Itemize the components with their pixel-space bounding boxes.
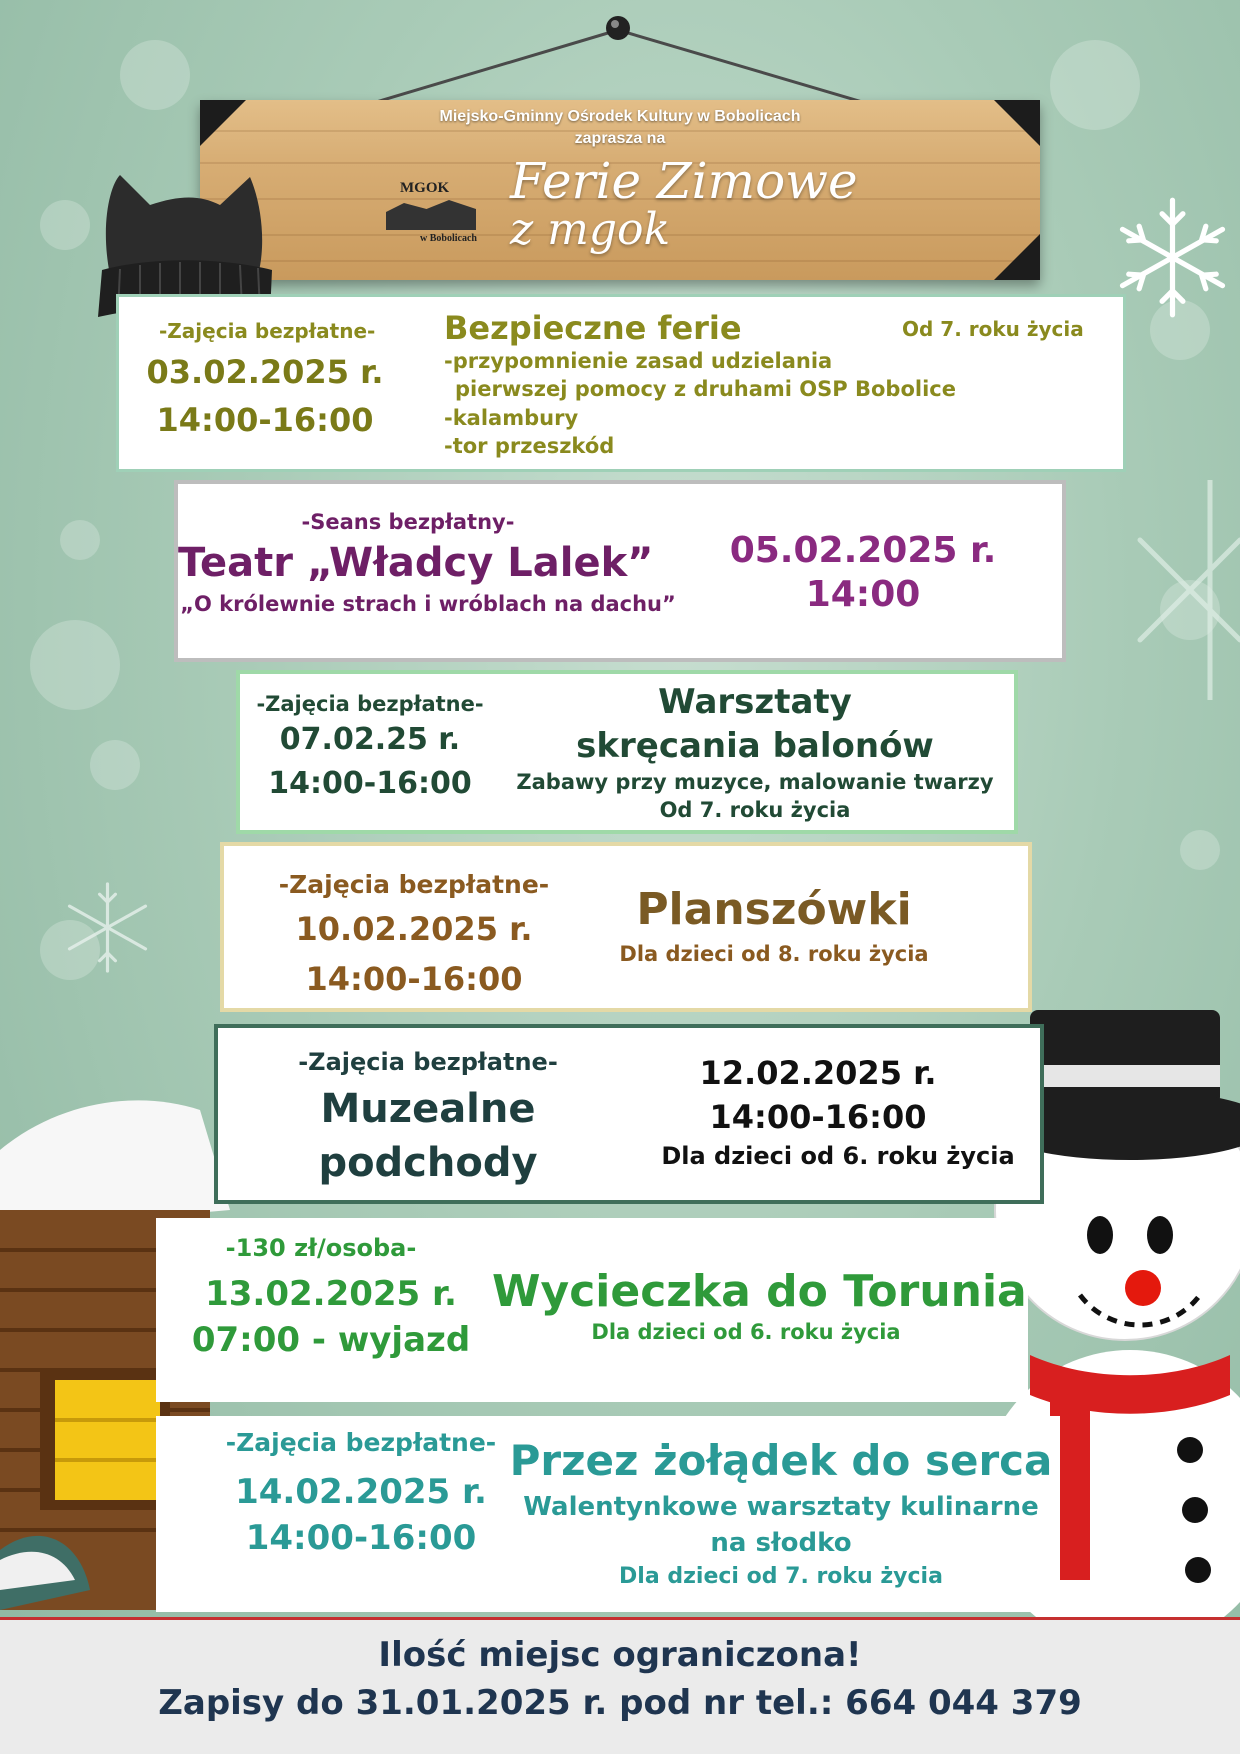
event-title: podchody bbox=[318, 1140, 538, 1186]
event-subtitle: „O królewnie strach i wróblach na dachu” bbox=[180, 592, 676, 616]
event-age: Dla dzieci od 8. roku życia bbox=[619, 942, 929, 966]
event-note: -Seans bezpłatny- bbox=[301, 510, 515, 534]
footer-contact: Zapisy do 31.01.2025 r. pod nr tel.: 664 044 379 bbox=[158, 1683, 1082, 1723]
event-time: 14:00-16:00 bbox=[709, 1098, 927, 1136]
event-time: 14:00-16:00 bbox=[305, 960, 523, 998]
page-title-line2: z mgok bbox=[510, 204, 671, 255]
event-date: 03.02.2025 r. bbox=[146, 353, 384, 391]
invite-text: zaprasza na bbox=[574, 130, 666, 147]
event-age: Dla dzieci od 7. roku życia bbox=[619, 1564, 943, 1589]
event-card bbox=[236, 670, 1018, 834]
snowflake-icon bbox=[1110, 195, 1235, 320]
event-age: Dla dzieci od 6. roku życia bbox=[591, 1320, 901, 1344]
event-detail: Walentynkowe warsztaty kulinarne bbox=[523, 1492, 1039, 1522]
footer-notice: Ilość miejsc ograniczona! bbox=[378, 1635, 862, 1675]
event-date: 12.02.2025 r. bbox=[699, 1054, 937, 1092]
event-detail: -kalambury bbox=[444, 406, 579, 430]
event-note: -Zajęcia bezpłatne- bbox=[278, 870, 550, 899]
event-card bbox=[174, 480, 1066, 662]
event-detail: -tor przeszkód bbox=[444, 434, 615, 458]
event-time: 14:00 bbox=[805, 574, 921, 615]
event-card bbox=[156, 1218, 1028, 1402]
event-note: -Zajęcia bezpłatne- bbox=[298, 1048, 558, 1076]
event-age: Od 7. roku życia bbox=[902, 317, 1084, 341]
event-note: -Zajęcia bezpłatne- bbox=[256, 692, 484, 716]
mgok-logo: MGOK w Bobolicach bbox=[378, 178, 498, 258]
header-sign bbox=[200, 100, 1040, 280]
event-detail: pierwszej pomocy z druhami OSP Bobolice bbox=[455, 377, 956, 401]
event-title: Teatr „Władcy Lalek” bbox=[178, 540, 654, 586]
event-date: 13.02.2025 r. bbox=[205, 1274, 457, 1314]
event-card bbox=[156, 1416, 1060, 1612]
event-age: Dla dzieci od 6. roku życia bbox=[661, 1142, 1015, 1170]
event-title: Wycieczka do Torunia bbox=[492, 1266, 1027, 1317]
event-age: Od 7. roku życia bbox=[659, 798, 851, 822]
event-card bbox=[220, 842, 1032, 1012]
event-time: 14:00-16:00 bbox=[245, 1518, 477, 1558]
snowflake-icon bbox=[60, 880, 155, 975]
event-title: Warsztaty bbox=[658, 682, 852, 722]
organizer-name: Miejsko-Gminny Ośrodek Kultury w Bobolicach bbox=[439, 108, 801, 125]
event-detail: na słodko bbox=[710, 1528, 852, 1558]
event-title: Bezpieczne ferie bbox=[444, 309, 742, 347]
event-title: Przez żołądek do serca bbox=[509, 1436, 1053, 1485]
event-note: -130 zł/osoba- bbox=[225, 1234, 417, 1262]
event-time: 07:00 - wyjazd bbox=[191, 1320, 471, 1360]
event-detail: -przypomnienie zasad udzielania bbox=[444, 349, 833, 373]
event-note: -Zajęcia bezpłatne- bbox=[159, 319, 376, 343]
event-title: skręcania balonów bbox=[576, 726, 934, 766]
event-time: 14:00-16:00 bbox=[268, 766, 472, 801]
event-detail: Zabawy przy muzyce, malowanie twarzy bbox=[516, 770, 994, 794]
event-title: Muzealne bbox=[320, 1086, 536, 1132]
event-card bbox=[214, 1024, 1044, 1204]
event-date: 05.02.2025 r. bbox=[729, 530, 997, 571]
event-date: 14.02.2025 r. bbox=[235, 1472, 487, 1512]
event-time: 14:00-16:00 bbox=[156, 401, 374, 439]
snowflake-icon bbox=[1120, 480, 1240, 700]
footer bbox=[0, 1617, 1240, 1754]
page-title-line1: Ferie Zimowe bbox=[510, 152, 858, 210]
event-note: -Zajęcia bezpłatne- bbox=[225, 1428, 497, 1457]
event-card bbox=[116, 294, 1126, 472]
event-date: 10.02.2025 r. bbox=[295, 910, 533, 948]
event-date: 07.02.25 r. bbox=[279, 722, 461, 757]
event-title: Planszówki bbox=[636, 884, 912, 935]
